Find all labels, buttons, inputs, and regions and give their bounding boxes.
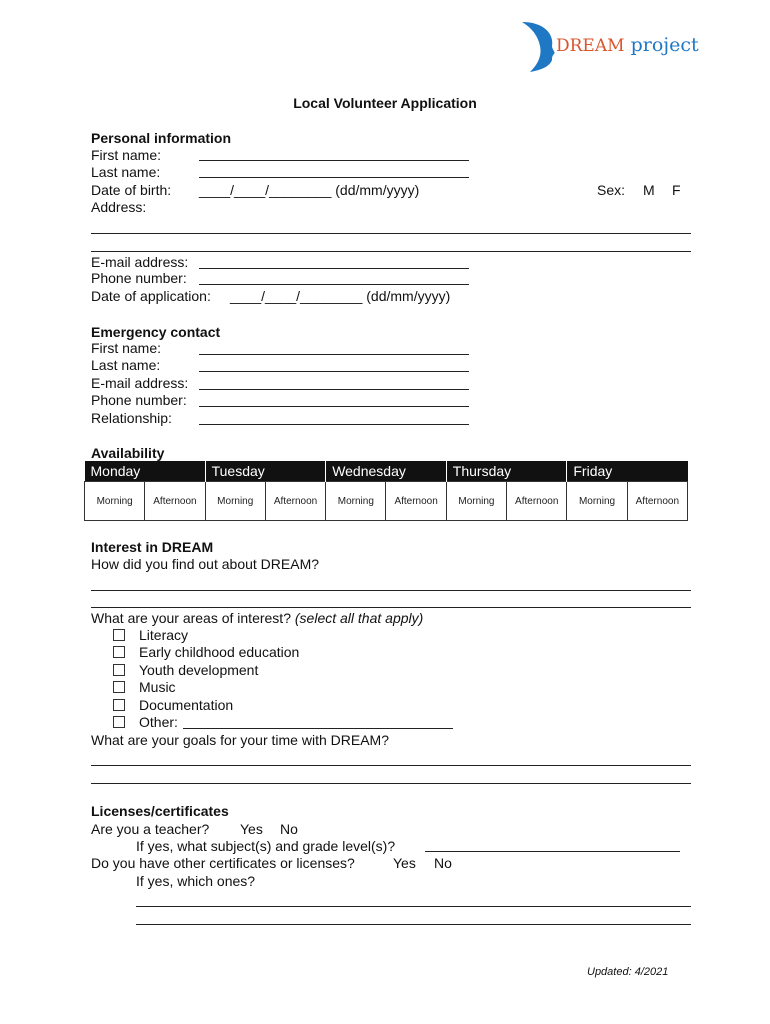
subjects-question: If yes, what subject(s) and grade level(s)? xyxy=(136,838,396,854)
logo-word-dream: DREAM xyxy=(556,36,625,56)
updated-date: Updated: 4/2021 xyxy=(587,966,669,978)
licenses-heading: Licenses/certificates xyxy=(91,803,229,819)
ec-phone-label: Phone number: xyxy=(91,392,187,408)
logo-word-project: project xyxy=(630,34,699,56)
sex-label: Sex: xyxy=(597,182,626,198)
interest-option-literacy[interactable] xyxy=(113,627,188,643)
monday-afternoon-cell[interactable]: Afternoon xyxy=(145,482,205,521)
email-label: E-mail address: xyxy=(91,254,189,270)
ec-first-name-label: First name: xyxy=(91,340,162,356)
interest-option-music[interactable] xyxy=(113,679,176,695)
ec-relationship-field[interactable] xyxy=(199,424,469,425)
thursday-morning-cell[interactable]: Morning xyxy=(446,482,506,521)
checkbox-icon[interactable] xyxy=(113,646,125,658)
option-label: Documentation xyxy=(139,697,234,713)
checkbox-icon[interactable] xyxy=(113,664,125,676)
personal-info-heading: Personal information xyxy=(91,130,232,146)
wednesday-morning-cell[interactable]: Morning xyxy=(326,482,386,521)
availability-table xyxy=(84,461,688,521)
interest-heading: Interest in DREAM xyxy=(91,539,214,555)
goals-field-1[interactable] xyxy=(91,765,691,766)
ec-last-name-label: Last name: xyxy=(91,357,161,373)
interest-option-early-childhood[interactable] xyxy=(113,644,299,660)
ec-last-name-field[interactable] xyxy=(199,371,469,372)
which-question: If yes, which ones? xyxy=(136,873,256,889)
option-label: Literacy xyxy=(139,627,189,643)
ec-first-name-field[interactable] xyxy=(199,354,469,355)
ec-relationship-label: Relationship: xyxy=(91,410,172,426)
interest-option-documentation[interactable] xyxy=(113,697,233,713)
other-interest-field[interactable] xyxy=(183,728,453,729)
phone-field[interactable] xyxy=(199,284,469,285)
how-found-question: How did you find out about DREAM? xyxy=(91,556,320,572)
which-field-2[interactable] xyxy=(136,924,691,925)
goals-field-2[interactable] xyxy=(91,783,691,784)
sex-option-f[interactable]: F xyxy=(672,182,681,198)
areas-question-text: What are your areas of interest? xyxy=(91,610,291,626)
tuesday-morning-cell[interactable]: Morning xyxy=(205,482,265,521)
how-found-field-1[interactable] xyxy=(91,590,691,591)
other-licenses-no-option[interactable]: No xyxy=(434,855,452,871)
option-label: Early childhood education xyxy=(139,644,300,660)
date-application-label: Date of application: xyxy=(91,288,211,304)
interest-option-other[interactable] xyxy=(113,714,178,730)
profile-face-icon xyxy=(518,20,558,74)
address-label: Address: xyxy=(91,199,147,215)
day-friday: Friday xyxy=(567,461,688,482)
checkbox-icon[interactable] xyxy=(113,716,125,728)
areas-question xyxy=(91,610,423,626)
date-application-field[interactable]: ____/____/________ (dd/mm/yyyy) xyxy=(230,288,451,304)
email-field[interactable] xyxy=(199,268,469,269)
last-name-label: Last name: xyxy=(91,164,161,180)
first-name-field[interactable] xyxy=(199,160,469,161)
dream-logo xyxy=(518,20,699,74)
day-monday: Monday xyxy=(85,461,206,482)
address-field-1[interactable] xyxy=(91,233,691,234)
emergency-contact-heading: Emergency contact xyxy=(91,324,221,340)
teacher-no-option[interactable]: No xyxy=(280,821,298,837)
dob-label: Date of birth: xyxy=(91,182,172,198)
other-licenses-question: Do you have other certificates or licenses? xyxy=(91,855,355,871)
checkbox-icon[interactable] xyxy=(113,681,125,693)
checkbox-icon[interactable] xyxy=(113,629,125,641)
ec-email-field[interactable] xyxy=(199,389,469,390)
first-name-label: First name: xyxy=(91,147,162,163)
day-thursday: Thursday xyxy=(446,461,567,482)
checkbox-icon[interactable] xyxy=(113,699,125,711)
option-label: Other: xyxy=(139,714,178,730)
phone-label: Phone number: xyxy=(91,270,187,286)
tuesday-afternoon-cell[interactable]: Afternoon xyxy=(265,482,325,521)
teacher-question: Are you a teacher? xyxy=(91,821,210,837)
last-name-field[interactable] xyxy=(199,177,469,178)
option-label: Youth development xyxy=(139,662,259,678)
areas-question-note: (select all that apply) xyxy=(294,610,424,626)
goals-question: What are your goals for your time with DREAM? xyxy=(91,732,389,748)
interest-option-youth[interactable] xyxy=(113,662,258,678)
day-tuesday: Tuesday xyxy=(205,461,326,482)
thursday-afternoon-cell[interactable]: Afternoon xyxy=(507,482,567,521)
how-found-field-2[interactable] xyxy=(91,607,691,608)
form-title: Local Volunteer Application xyxy=(293,95,477,111)
teacher-yes-option[interactable]: Yes xyxy=(240,821,263,837)
monday-morning-cell[interactable]: Morning xyxy=(85,482,145,521)
subjects-field[interactable] xyxy=(425,851,680,852)
ec-email-label: E-mail address: xyxy=(91,375,189,391)
ec-phone-field[interactable] xyxy=(199,406,469,407)
option-label: Music xyxy=(139,679,176,695)
address-field-2[interactable] xyxy=(91,251,691,252)
wednesday-afternoon-cell[interactable]: Afternoon xyxy=(386,482,446,521)
friday-morning-cell[interactable]: Morning xyxy=(567,482,627,521)
availability-heading: Availability xyxy=(91,445,165,461)
day-wednesday: Wednesday xyxy=(326,461,447,482)
friday-afternoon-cell[interactable]: Afternoon xyxy=(627,482,687,521)
other-licenses-yes-option[interactable]: Yes xyxy=(393,855,416,871)
sex-option-m[interactable]: M xyxy=(643,182,655,198)
dob-field[interactable]: ____/____/________ (dd/mm/yyyy) xyxy=(199,182,420,198)
which-field-1[interactable] xyxy=(136,906,691,907)
